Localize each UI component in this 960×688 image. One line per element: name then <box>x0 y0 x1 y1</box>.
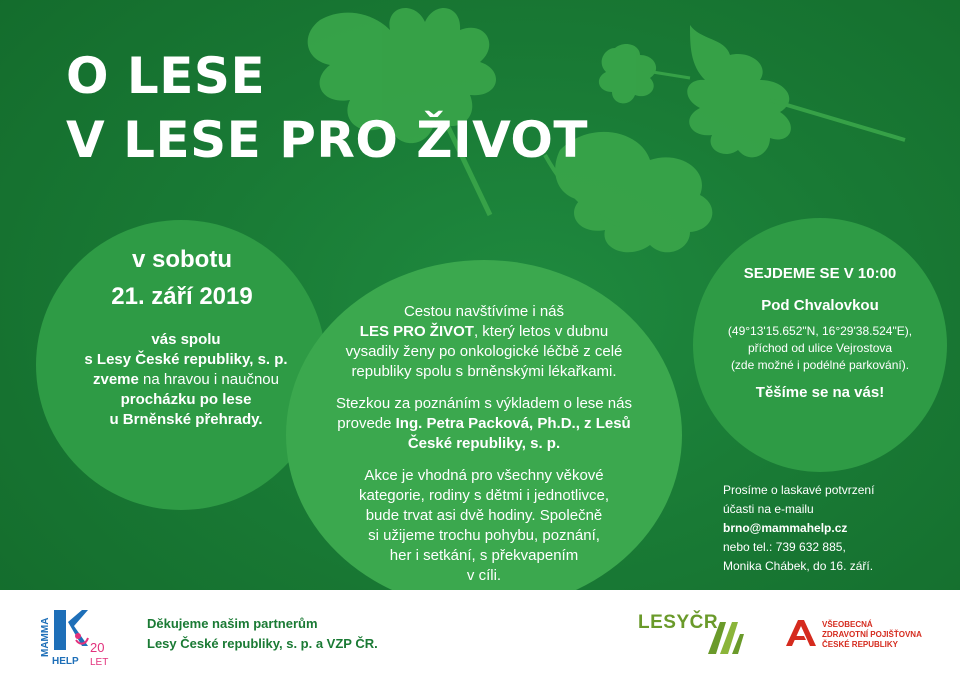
desc-p2-b: provede <box>337 415 396 432</box>
vzp-line-3: ČESKÉ REPUBLIKY <box>822 640 899 649</box>
vzp-logo-icon <box>784 618 816 648</box>
mamma-logo-years-word: LET <box>90 657 109 668</box>
contact-line-2: účasti na e-mailu <box>723 502 814 516</box>
desc-p3-b: kategorie, rodiny s dětmi i jednotlivce, <box>358 487 610 504</box>
meeting-access: příchod od ulice Vejrostova <box>747 341 893 355</box>
vzp-line-2: ZDRAVOTNÍ POJIŠŤOVNA <box>822 630 922 639</box>
title-line-1: O LESE <box>66 47 266 105</box>
contact-name-deadline: Monika Chábek, do 16. září. <box>723 559 874 573</box>
date-value: 21. září 2019 <box>111 283 253 310</box>
desc-p3-c: bude trvat asi dvě hodiny. Společně <box>365 507 603 524</box>
desc-p3-e: her i setkání, s překvapením <box>389 547 579 564</box>
vzp-line-1: VŠEOBECNÁ <box>822 620 873 629</box>
page-title <box>66 44 588 172</box>
tree-icon <box>706 620 746 656</box>
invitation-line-5: u Brněnské přehrady. <box>109 411 263 428</box>
meeting-parking: (zde možné i podélné parkování). <box>730 358 910 372</box>
title-line-2: V LESE PRO ŽIVOT <box>66 111 589 169</box>
desc-p1-b-bold: LES PRO ŽIVOT <box>359 323 474 340</box>
event-description <box>316 302 652 598</box>
lesy-cr-logo-text: LESYČR <box>638 612 719 633</box>
contact-phone: nebo tel.: 739 632 885, <box>723 540 846 554</box>
contact-line-1: Prosíme o laskavé potvrzení <box>723 483 875 497</box>
invitation-line-4: procházku po lese <box>120 391 252 408</box>
description-paragraph-1 <box>316 302 652 382</box>
contact-email[interactable]: brno@mammahelp.cz <box>723 521 848 535</box>
desc-p3-f: v cíli. <box>466 567 502 584</box>
mamma-help-logo <box>38 602 118 672</box>
contact-info <box>723 481 943 576</box>
description-paragraph-3 <box>316 466 652 586</box>
partners-thanks-line-2: Lesy České republiky, s. p. a VZP ČR. <box>147 636 378 651</box>
desc-p2-a: Stezkou za poznáním s výkladem o lese nás <box>336 395 632 412</box>
date-day: v sobotu <box>132 246 232 273</box>
desc-p1-b-rest: , který letos v dubnu <box>473 323 609 340</box>
meeting-greeting: Těšíme se na vás! <box>755 384 885 401</box>
invitation-text <box>56 330 316 430</box>
mamma-logo-dot <box>75 633 81 639</box>
desc-p1-c: vysadily ženy po onkologické léčbě z celé <box>345 343 623 360</box>
mamma-logo-word-2: HELP <box>52 656 79 667</box>
invitation-line-3 <box>56 370 316 390</box>
meeting-time: SEJDEME SE V 10:00 <box>743 265 897 282</box>
mamma-logo-years-num: 20 <box>90 640 105 655</box>
desc-p1-d: republiky spolu s brněnskými lékařkami. <box>351 363 617 380</box>
invitation-line-1: vás spolu <box>151 331 221 348</box>
invitation-line-3-rest: na hravou i naučnou <box>138 371 279 388</box>
partners-thanks <box>147 614 378 654</box>
mamma-logo-word: MAMMA <box>40 617 51 657</box>
desc-p2-b-bold: Ing. Petra Packová, Ph.D., z Lesů <box>395 415 631 432</box>
meeting-details <box>700 323 940 374</box>
invitation-verb: zveme <box>93 371 139 388</box>
meeting-place: Pod Chvalovkou <box>761 297 879 314</box>
partners-thanks-line-1: Děkujeme našim partnerům <box>147 616 318 631</box>
partners-footer <box>0 590 960 688</box>
desc-p1-a: Cestou navštívíme i náš <box>403 303 565 320</box>
desc-p3-a: Akce je vhodná pro všechny věkové <box>364 467 604 484</box>
invitation-line-2: s Lesy České republiky, s. p. <box>84 351 288 368</box>
description-paragraph-2 <box>316 394 652 454</box>
lesy-cr-logo <box>638 612 748 658</box>
vzp-logo-text <box>822 620 922 650</box>
meeting-coordinates: (49°13'15.652"N, 16°29'38.524"E), <box>727 324 913 338</box>
desc-p2-c-bold: České republiky, s. p. <box>407 435 561 452</box>
desc-p3-d: si užijeme trochu pohybu, poznání, <box>368 527 600 544</box>
